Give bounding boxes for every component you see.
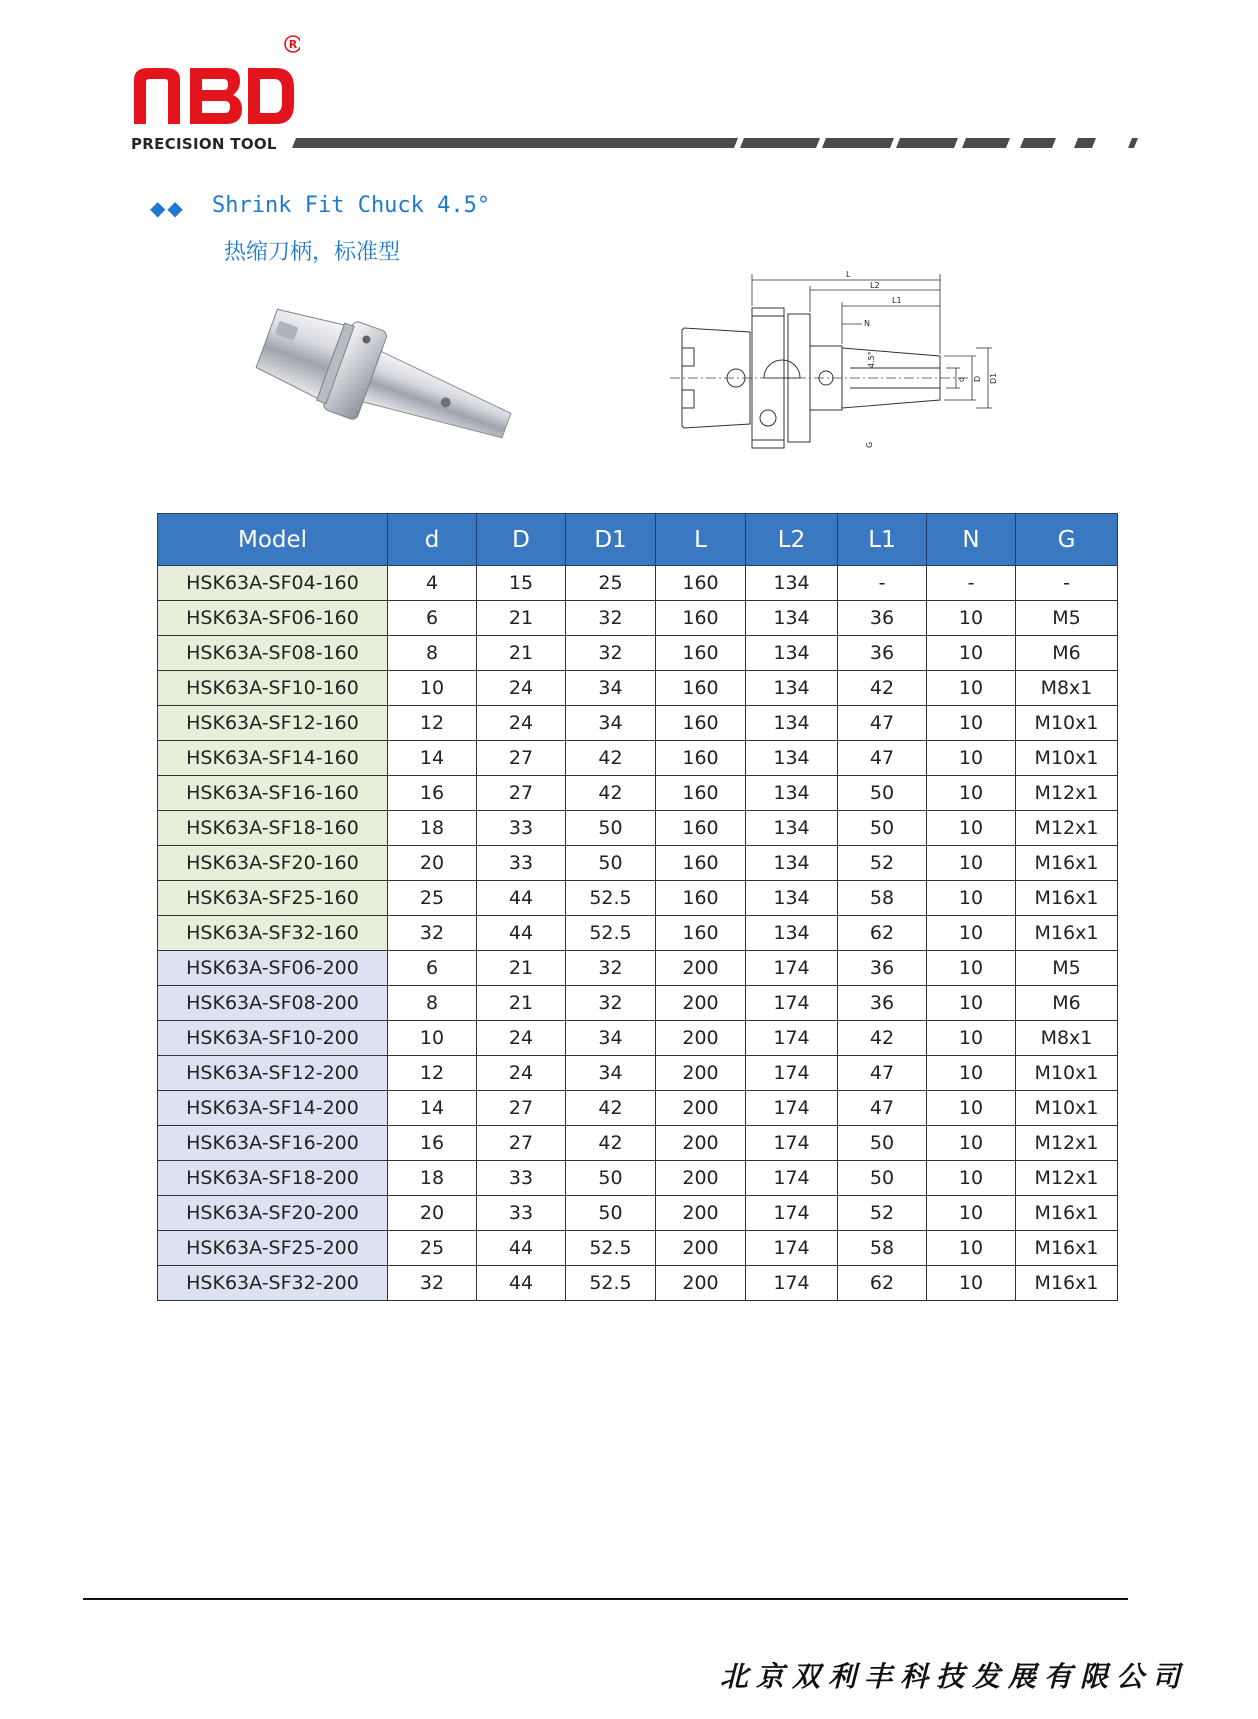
table-row [158, 916, 1118, 951]
cell-model: HSK63A-SF32-160 [158, 916, 388, 951]
table-row [158, 1126, 1118, 1161]
cell-L1: 58 [838, 881, 927, 916]
cell-N: 10 [927, 1021, 1016, 1056]
cell-L1: 47 [838, 1056, 927, 1091]
table-row [158, 566, 1118, 601]
cell-model: HSK63A-SF08-200 [158, 986, 388, 1021]
table-body [158, 566, 1118, 1301]
cell-L1: 47 [838, 741, 927, 776]
cell-d: 8 [388, 636, 477, 671]
cell-L: 160 [656, 776, 746, 811]
cell-D1: 32 [566, 951, 656, 986]
cell-L2: 174 [746, 1056, 838, 1091]
dim-label-L2: L2 [870, 281, 880, 290]
cell-L: 200 [656, 1161, 746, 1196]
cell-D: 33 [477, 811, 566, 846]
cell-L: 200 [656, 1196, 746, 1231]
cell-L2: 134 [746, 741, 838, 776]
cell-N: - [927, 566, 1016, 601]
table-row [158, 986, 1118, 1021]
cell-D1: 34 [566, 671, 656, 706]
table-row [158, 881, 1118, 916]
cell-G: M10x1 [1016, 1056, 1118, 1091]
cell-L1: 62 [838, 916, 927, 951]
cell-d: 25 [388, 881, 477, 916]
cell-L: 200 [656, 1266, 746, 1301]
cell-d: 14 [388, 741, 477, 776]
cell-L1: 36 [838, 636, 927, 671]
table-row [158, 636, 1118, 671]
cell-L1: 52 [838, 846, 927, 881]
cell-L1: 36 [838, 986, 927, 1021]
cell-D: 27 [477, 741, 566, 776]
header-D: D [477, 514, 566, 566]
cell-N: 10 [927, 846, 1016, 881]
cell-D1: 50 [566, 846, 656, 881]
table-row [158, 1266, 1118, 1301]
cell-model: HSK63A-SF14-200 [158, 1091, 388, 1126]
cell-D1: 32 [566, 986, 656, 1021]
cell-D1: 50 [566, 1161, 656, 1196]
table-row [158, 951, 1118, 986]
cell-D: 44 [477, 1266, 566, 1301]
header-model: Model [158, 514, 388, 566]
diamond-bullet-icon: ◆◆ [150, 196, 185, 220]
cell-D: 33 [477, 846, 566, 881]
cell-L2: 174 [746, 986, 838, 1021]
cell-G: - [1016, 566, 1118, 601]
header-L1: L1 [838, 514, 927, 566]
product-photo [250, 300, 540, 460]
cell-L2: 174 [746, 1126, 838, 1161]
cell-D: 27 [477, 776, 566, 811]
cell-D1: 50 [566, 1196, 656, 1231]
cell-D: 44 [477, 1231, 566, 1266]
cell-d: 18 [388, 811, 477, 846]
cell-L2: 174 [746, 1266, 838, 1301]
spec-table [157, 513, 1118, 1301]
cell-D: 21 [477, 636, 566, 671]
product-title-cn: 热缩刀柄，标准型 [224, 240, 401, 265]
cell-L1: 58 [838, 1231, 927, 1266]
cell-D: 24 [477, 706, 566, 741]
cell-L2: 174 [746, 1091, 838, 1126]
cell-L1: 52 [838, 1196, 927, 1231]
cell-L2: 174 [746, 1021, 838, 1056]
cell-model: HSK63A-SF14-160 [158, 741, 388, 776]
cell-N: 10 [927, 1091, 1016, 1126]
table-row [158, 601, 1118, 636]
cell-d: 4 [388, 566, 477, 601]
svg-text:R: R [288, 38, 298, 51]
cell-G: M10x1 [1016, 741, 1118, 776]
dim-label-d: d [957, 376, 966, 382]
cell-N: 10 [927, 1056, 1016, 1091]
cell-d: 6 [388, 601, 477, 636]
cell-L2: 134 [746, 916, 838, 951]
cell-L1: 62 [838, 1266, 927, 1301]
cell-D: 27 [477, 1126, 566, 1161]
cell-model: HSK63A-SF06-200 [158, 951, 388, 986]
cell-L: 160 [656, 811, 746, 846]
cell-G: M16x1 [1016, 881, 1118, 916]
cell-G: M12x1 [1016, 811, 1118, 846]
header-D1: D1 [566, 514, 656, 566]
cell-L2: 134 [746, 601, 838, 636]
footer-divider [83, 1598, 1128, 1600]
cell-L1: 42 [838, 1021, 927, 1056]
cell-d: 8 [388, 986, 477, 1021]
cell-G: M12x1 [1016, 1161, 1118, 1196]
cell-N: 10 [927, 601, 1016, 636]
cell-G: M10x1 [1016, 1091, 1118, 1126]
cell-L1: 42 [838, 671, 927, 706]
cell-model: HSK63A-SF16-160 [158, 776, 388, 811]
cell-D: 44 [477, 881, 566, 916]
cell-G: M10x1 [1016, 706, 1118, 741]
cell-N: 10 [927, 1161, 1016, 1196]
cell-D1: 32 [566, 601, 656, 636]
header-L2: L2 [746, 514, 838, 566]
cell-L2: 134 [746, 566, 838, 601]
cell-L: 200 [656, 1126, 746, 1161]
cell-L2: 134 [746, 811, 838, 846]
cell-model: HSK63A-SF10-200 [158, 1021, 388, 1056]
product-title-en: Shrink Fit Chuck 4.5° [212, 193, 491, 218]
table-row [158, 1161, 1118, 1196]
cell-D1: 52.5 [566, 881, 656, 916]
cell-model: HSK63A-SF20-200 [158, 1196, 388, 1231]
header-G: G [1016, 514, 1118, 566]
dim-label-L: L [846, 270, 851, 279]
cell-d: 18 [388, 1161, 477, 1196]
cell-D: 24 [477, 1056, 566, 1091]
cell-D: 33 [477, 1161, 566, 1196]
cell-model: HSK63A-SF25-200 [158, 1231, 388, 1266]
table-row [158, 1231, 1118, 1266]
cell-L: 160 [656, 566, 746, 601]
cell-L2: 134 [746, 776, 838, 811]
table-row [158, 1196, 1118, 1231]
cell-G: M16x1 [1016, 1231, 1118, 1266]
company-name: 北京双利丰科技发展有限公司 [719, 1660, 1188, 1693]
cell-G: M5 [1016, 951, 1118, 986]
dim-label-L1: L1 [892, 296, 902, 305]
cell-G: M6 [1016, 986, 1118, 1021]
cell-D1: 52.5 [566, 916, 656, 951]
dim-label-D1: D1 [989, 372, 998, 384]
cell-L2: 174 [746, 1161, 838, 1196]
cell-L: 160 [656, 706, 746, 741]
cell-N: 10 [927, 741, 1016, 776]
cell-d: 10 [388, 671, 477, 706]
cell-N: 10 [927, 951, 1016, 986]
dim-label-N: N [864, 319, 870, 328]
cell-model: HSK63A-SF12-160 [158, 706, 388, 741]
cell-N: 10 [927, 811, 1016, 846]
cell-L: 160 [656, 741, 746, 776]
cell-G: M8x1 [1016, 1021, 1118, 1056]
cell-L1: - [838, 566, 927, 601]
table-row [158, 1021, 1118, 1056]
cell-L: 160 [656, 846, 746, 881]
cell-L: 160 [656, 671, 746, 706]
cell-N: 10 [927, 671, 1016, 706]
dim-label-G: G [865, 441, 874, 448]
cell-D: 33 [477, 1196, 566, 1231]
cell-L: 200 [656, 1091, 746, 1126]
cell-L: 200 [656, 951, 746, 986]
cell-L: 160 [656, 916, 746, 951]
cell-N: 10 [927, 636, 1016, 671]
cell-D: 21 [477, 951, 566, 986]
cell-G: M12x1 [1016, 776, 1118, 811]
cell-L: 200 [656, 1056, 746, 1091]
cell-D: 24 [477, 1021, 566, 1056]
cell-L1: 47 [838, 1091, 927, 1126]
cell-d: 16 [388, 776, 477, 811]
nbd-logo-icon [130, 32, 300, 132]
cell-L: 160 [656, 601, 746, 636]
cell-N: 10 [927, 986, 1016, 1021]
cell-D1: 32 [566, 636, 656, 671]
cell-D: 27 [477, 1091, 566, 1126]
header-N: N [927, 514, 1016, 566]
table-row [158, 706, 1118, 741]
cell-N: 10 [927, 776, 1016, 811]
cell-L1: 50 [838, 776, 927, 811]
cell-L: 160 [656, 636, 746, 671]
cell-model: HSK63A-SF18-160 [158, 811, 388, 846]
cell-G: M16x1 [1016, 846, 1118, 881]
cell-L1: 50 [838, 1161, 927, 1196]
cell-model: HSK63A-SF20-160 [158, 846, 388, 881]
cell-D1: 42 [566, 1126, 656, 1161]
brand-logo [130, 32, 300, 153]
cell-model: HSK63A-SF32-200 [158, 1266, 388, 1301]
cell-L: 160 [656, 881, 746, 916]
table-row [158, 811, 1118, 846]
cell-d: 12 [388, 1056, 477, 1091]
cell-d: 10 [388, 1021, 477, 1056]
table-row [158, 1056, 1118, 1091]
cell-D1: 42 [566, 741, 656, 776]
cell-d: 12 [388, 706, 477, 741]
cell-L1: 36 [838, 601, 927, 636]
cell-D1: 50 [566, 811, 656, 846]
cell-model: HSK63A-SF10-160 [158, 671, 388, 706]
cell-model: HSK63A-SF06-160 [158, 601, 388, 636]
cell-D: 21 [477, 986, 566, 1021]
table-row [158, 776, 1118, 811]
cell-D: 24 [477, 671, 566, 706]
cell-D1: 25 [566, 566, 656, 601]
cell-L1: 50 [838, 811, 927, 846]
cell-d: 6 [388, 951, 477, 986]
cell-L2: 134 [746, 881, 838, 916]
cell-d: 25 [388, 1231, 477, 1266]
cell-N: 10 [927, 916, 1016, 951]
cell-G: M16x1 [1016, 1266, 1118, 1301]
cell-L: 200 [656, 1021, 746, 1056]
cell-L2: 134 [746, 636, 838, 671]
cell-D: 44 [477, 916, 566, 951]
cell-N: 10 [927, 1126, 1016, 1161]
cell-D1: 52.5 [566, 1266, 656, 1301]
cell-model: HSK63A-SF04-160 [158, 566, 388, 601]
cell-d: 20 [388, 846, 477, 881]
cell-L2: 134 [746, 706, 838, 741]
cell-d: 32 [388, 916, 477, 951]
cell-model: HSK63A-SF16-200 [158, 1126, 388, 1161]
cell-L1: 36 [838, 951, 927, 986]
cell-d: 16 [388, 1126, 477, 1161]
brand-tagline: PRECISION TOOL [131, 135, 277, 153]
cell-D: 15 [477, 566, 566, 601]
table-row [158, 671, 1118, 706]
table-row [158, 846, 1118, 881]
cell-N: 10 [927, 1196, 1016, 1231]
header-L: L [656, 514, 746, 566]
cell-G: M16x1 [1016, 916, 1118, 951]
cell-G: M8x1 [1016, 671, 1118, 706]
cell-L2: 174 [746, 951, 838, 986]
cell-N: 10 [927, 881, 1016, 916]
cell-D: 21 [477, 601, 566, 636]
cell-d: 20 [388, 1196, 477, 1231]
cell-L2: 174 [746, 1196, 838, 1231]
header-d: d [388, 514, 477, 566]
cell-D1: 34 [566, 1056, 656, 1091]
cell-N: 10 [927, 706, 1016, 741]
cell-model: HSK63A-SF08-160 [158, 636, 388, 671]
cell-d: 14 [388, 1091, 477, 1126]
cell-N: 10 [927, 1266, 1016, 1301]
cell-L: 200 [656, 986, 746, 1021]
cell-L1: 47 [838, 706, 927, 741]
cell-D1: 42 [566, 776, 656, 811]
cell-G: M6 [1016, 636, 1118, 671]
cell-G: M16x1 [1016, 1196, 1118, 1231]
dim-label-angle: 4.5° [867, 351, 876, 368]
header-stripe [290, 137, 1170, 149]
dim-label-D: D [973, 375, 982, 382]
cell-G: M12x1 [1016, 1126, 1118, 1161]
technical-drawing [670, 268, 1050, 468]
cell-D1: 42 [566, 1091, 656, 1126]
cell-model: HSK63A-SF12-200 [158, 1056, 388, 1091]
cell-G: M5 [1016, 601, 1118, 636]
cell-N: 10 [927, 1231, 1016, 1266]
cell-model: HSK63A-SF18-200 [158, 1161, 388, 1196]
cell-L: 200 [656, 1231, 746, 1266]
table-row [158, 741, 1118, 776]
table-header-row [158, 514, 1118, 566]
table-row [158, 1091, 1118, 1126]
cell-model: HSK63A-SF25-160 [158, 881, 388, 916]
cell-L1: 50 [838, 1126, 927, 1161]
cell-L2: 134 [746, 846, 838, 881]
cell-D1: 52.5 [566, 1231, 656, 1266]
cell-D1: 34 [566, 1021, 656, 1056]
cell-L2: 134 [746, 671, 838, 706]
cell-L2: 174 [746, 1231, 838, 1266]
cell-D1: 34 [566, 706, 656, 741]
cell-d: 32 [388, 1266, 477, 1301]
